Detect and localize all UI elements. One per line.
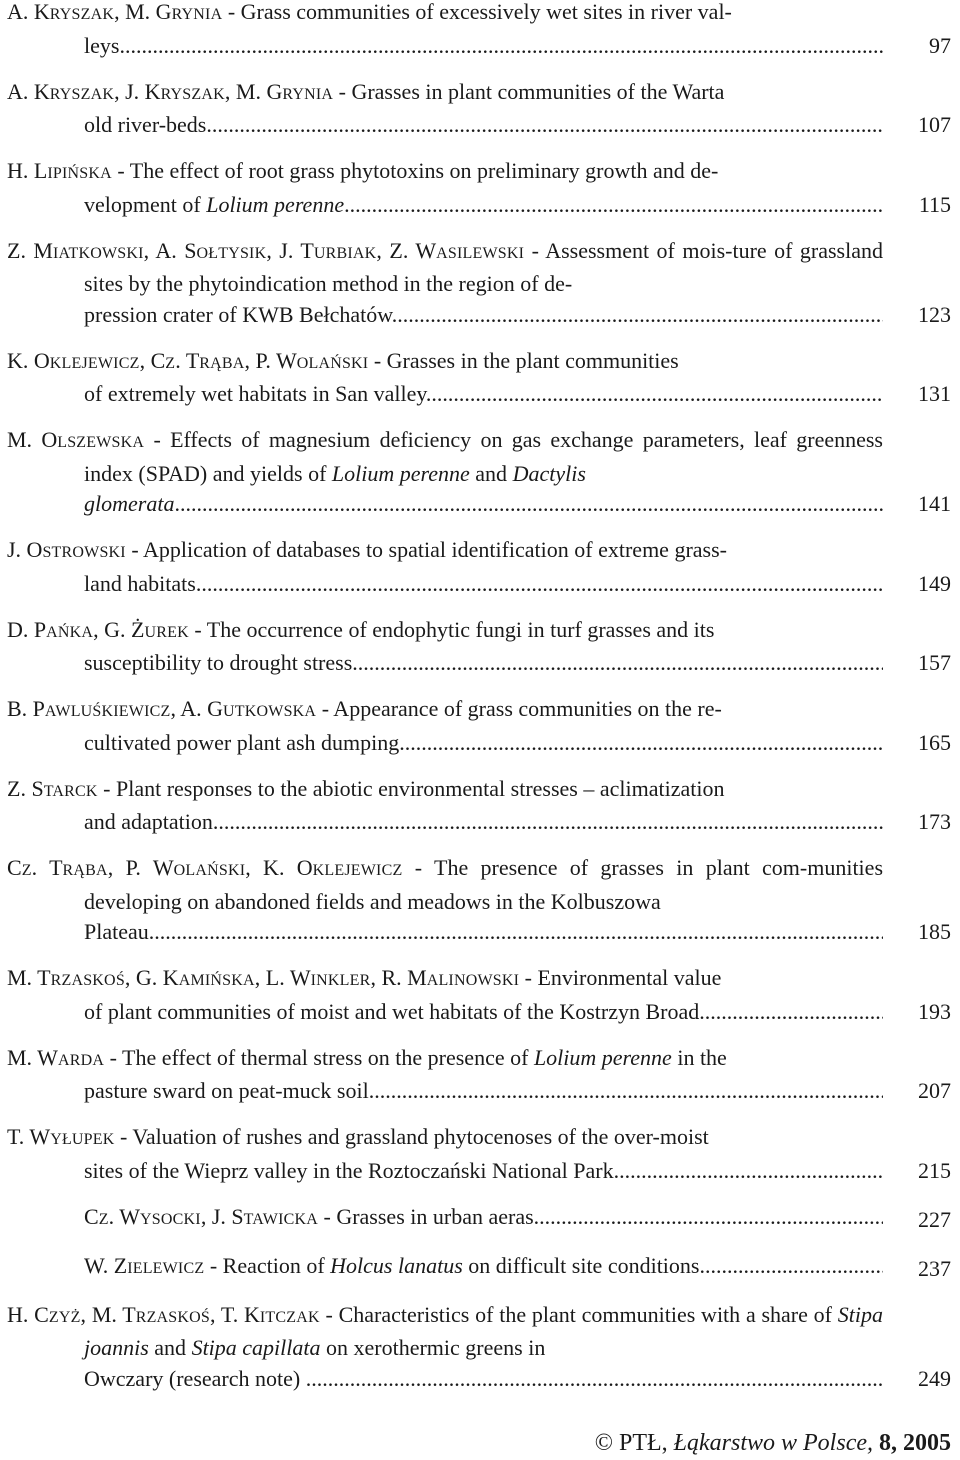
title-text: - Plant responses to the abiotic environmental stresses – aclimatization (97, 775, 725, 801)
author-surname: Z (98, 1210, 109, 1228)
author-initial: C (7, 855, 22, 880)
author-initial: . W (108, 1203, 141, 1229)
author-initial: , G. K (124, 965, 179, 990)
author-initial: , J. K (114, 78, 161, 104)
title-text: - Appearance of grass communities on the re- (316, 696, 722, 721)
author-surname: KLEJEWICZ (312, 862, 403, 879)
page-number: 123 (918, 301, 951, 327)
page-number: 165 (918, 729, 951, 755)
title-text: and adaptation (84, 809, 213, 834)
author-surname: IATKOWSKI (52, 244, 144, 262)
title-italic: glomerata (84, 491, 175, 516)
toc-entry (7, 1122, 951, 1186)
title-text: - Grasses in the plant communities (368, 347, 679, 373)
author-initial: T. W (7, 1124, 51, 1149)
title-text: cultivated power plant ash dumping (84, 729, 400, 755)
toc-entry (7, 1251, 951, 1285)
author-initial: , M. G (224, 78, 283, 104)
page-number: 141 (918, 491, 951, 516)
author-initial: , M. T (80, 1301, 136, 1327)
toc-entry-last-line (84, 569, 883, 600)
author-initial: D. P (7, 616, 47, 642)
author-initial: , M. G (114, 0, 172, 24)
author-surname: YSOCKI (140, 1210, 201, 1228)
author-surname: RYSZAK (49, 6, 115, 23)
author-initial: J. O (7, 537, 43, 562)
title-text: - Grass communities of excessively wet sites in river val- (222, 0, 732, 24)
author-surname: AŃKA (46, 623, 94, 641)
author-initial: , R. M (370, 965, 427, 990)
author-surname: RZASKOŚ (50, 972, 125, 989)
author-surname: OLAŃSKI (173, 862, 246, 879)
author-surname: Z (165, 354, 176, 372)
toc-entry (7, 236, 951, 331)
author-initial: , C (139, 347, 166, 373)
page-number: 149 (918, 570, 951, 596)
page-number: 107 (918, 112, 951, 137)
title-text: - Effects of magnesium deficiency on gas exchange parameters, leaf greenness index (SPAD) and yields of (84, 427, 883, 486)
toc-entry-last-line (84, 728, 883, 759)
author-initial: H. L (7, 158, 48, 183)
toc-entry (7, 77, 951, 141)
author-surname: LSZEWSKA (57, 434, 145, 451)
footer-journal: Łąkarstwo w Polsce, (673, 1430, 873, 1456)
title-text: leys (84, 32, 120, 58)
author-surname: Z (21, 862, 32, 879)
toc-entry-last-line (84, 807, 883, 838)
author-initial: H. C (7, 1301, 49, 1327)
title-text: velopment of (84, 191, 207, 217)
toc-entry-last-line (84, 1202, 883, 1236)
author-initial: , P. W (244, 347, 297, 373)
toc-entry (7, 535, 951, 599)
toc-entry-last-line (84, 190, 883, 221)
title-text: - Grasses in plant communities of the Warta (333, 78, 725, 104)
toc-entry (7, 1300, 951, 1395)
title-text: and (148, 1335, 192, 1360)
title-text: on xerothermic greens in (320, 1335, 546, 1360)
toc-entry (7, 1043, 951, 1107)
toc-entry (7, 346, 951, 410)
toc-entry-last-line (84, 379, 883, 410)
author-surname: RĄBA (199, 354, 245, 372)
page-number: 97 (929, 32, 951, 58)
title-text: - Valuation of rushes and grassland phytocenoses of the over-moist (114, 1124, 709, 1149)
page-number: 227 (918, 1206, 951, 1232)
page-number: 185 (918, 919, 951, 944)
author-surname: OŁTYSIK (196, 244, 267, 262)
table-of-contents (7, 0, 951, 1410)
title-text: sites of the Wieprz valley in the Roztoczański National Park (84, 1157, 614, 1183)
title-italic: Dactylis (512, 460, 586, 486)
author-initial: A. K (7, 78, 50, 104)
toc-entry (7, 963, 951, 1027)
author-surname: OLAŃSKI (296, 354, 369, 372)
author-surname: RYNIA (282, 85, 334, 103)
title-text: - The presence of grasses in plant com-munities developing on abandoned fields and meadows in the Kolbuszowa (84, 855, 884, 914)
title-text: of extremely wet habitats in San valley (84, 381, 426, 406)
author-surname: RZASKOŚ (135, 1308, 211, 1326)
footer-copyright: © PTŁ, (594, 1430, 674, 1456)
toc-entry (7, 694, 951, 758)
author-initial: W. Z (84, 1252, 128, 1278)
toc-entry-last-line (84, 31, 883, 62)
title-text: of plant communities of moist and wet habitats of the Kostrzyn Broad (84, 998, 700, 1024)
author-initial: , J. S (200, 1203, 244, 1229)
author-surname: UTKOWSKA (223, 703, 317, 720)
author-surname: STROWSKI (42, 544, 126, 561)
author-initial: . T (175, 347, 200, 373)
toc-entry-last-line (84, 917, 883, 948)
title-text: and (469, 460, 513, 486)
toc-entry-last-line (84, 1156, 883, 1187)
toc-entry-last-line (84, 489, 883, 520)
toc-entry (7, 853, 951, 948)
title-text: - The effect of root grass phytotoxins on preliminary growth and de- (111, 158, 719, 183)
author-initial: , G. Ż (93, 616, 145, 642)
title-text: old river-beds (84, 112, 207, 137)
author-initial: C (84, 1203, 99, 1229)
title-italic: Lolium perenne (533, 1044, 672, 1070)
author-surname: INKLER (310, 972, 371, 989)
author-initial: , L. W (254, 965, 311, 990)
author-initial: , Z. W (376, 237, 437, 263)
toc-entry (7, 0, 951, 61)
author-surname: RĄBA (62, 862, 108, 879)
toc-entry-last-line (84, 997, 883, 1028)
title-text: land habitats (84, 570, 196, 596)
title-text: - Reaction of (204, 1252, 331, 1278)
author-surname: TAWICKA (243, 1210, 318, 1228)
toc-entry (7, 1202, 951, 1236)
author-initial: . T (31, 855, 63, 880)
page-number: 215 (918, 1157, 951, 1183)
author-surname: ITCZAK (259, 1308, 320, 1326)
author-initial: , T. K (210, 1301, 260, 1327)
author-surname: UREK (144, 623, 189, 641)
author-surname: IPIŃSKA (47, 165, 112, 182)
author-initial: K. O (7, 347, 50, 373)
title-text: - The effect of thermal stress on the presence of (104, 1044, 534, 1070)
page-number: 249 (918, 1365, 951, 1391)
page-number: 115 (918, 191, 951, 217)
author-initial: M. T (7, 965, 51, 990)
toc-entry-last-line (84, 300, 883, 331)
author-surname: YŁUPEK (50, 1131, 115, 1148)
author-surname: ARDA (57, 1051, 105, 1069)
title-italic: Stipa joannis (84, 1301, 884, 1360)
toc-entry-last-line (84, 1251, 883, 1285)
toc-entry (7, 156, 951, 220)
author-initial: B. P (7, 696, 45, 721)
author-initial: , J. T (266, 237, 314, 263)
author-initial: Z. S (7, 775, 44, 801)
author-surname: URBIAK (313, 244, 377, 262)
author-initial: M. O (7, 427, 58, 452)
toc-entry (7, 425, 951, 520)
toc-entry-last-line (84, 648, 883, 679)
title-text: Owczary (research note) (84, 1365, 306, 1391)
author-surname: AMIŃSKA (178, 972, 255, 989)
title-italic: Lolium perenne (331, 460, 470, 486)
title-text: - The occurrence of endophytic fungi in turf grasses and its (188, 616, 715, 642)
title-text: susceptibility to drought stress (84, 650, 353, 675)
toc-entry-last-line (84, 1076, 883, 1107)
author-initial: , A. S (143, 237, 197, 263)
author-initial: , K. O (245, 855, 313, 880)
author-initial: Z. M (7, 237, 53, 263)
title-italic: Stipa capillata (191, 1335, 321, 1360)
author-surname: ASILEWSKI (436, 244, 525, 262)
author-surname: TARCK (43, 782, 98, 800)
author-surname: RYSZAK (49, 85, 115, 103)
title-text: - Grasses in urban aeras (318, 1203, 534, 1229)
author-initial: A. K (7, 0, 50, 24)
author-surname: IELEWICZ (127, 1259, 205, 1277)
author-initial: , P. W (107, 855, 174, 880)
toc-entry-last-line (84, 110, 883, 141)
title-text: in the (671, 1044, 727, 1070)
title-text: - Application of databases to spatial identification of extreme grass- (125, 537, 727, 562)
title-text: Plateau (84, 919, 149, 944)
toc-entry (7, 615, 951, 679)
author-surname: KLEJEWICZ (49, 354, 140, 372)
toc-entry-last-line (84, 1364, 883, 1395)
author-initial: M. W (7, 1044, 58, 1070)
title-italic: Lolium perenne (206, 191, 345, 217)
page-number: 207 (918, 1078, 951, 1103)
footer-volume: 8, 2005 (873, 1430, 951, 1456)
footer (595, 1428, 951, 1458)
toc-entry (7, 774, 951, 838)
title-text: - Environmental value (519, 965, 722, 990)
title-text: pasture sward on peat-muck soil (84, 1078, 369, 1103)
page-number: 157 (918, 650, 951, 675)
author-surname: RYNIA (171, 6, 223, 23)
page-number: 193 (918, 998, 951, 1024)
author-surname: AWLUŚKIEWICZ (44, 703, 171, 720)
title-text: on difficult site conditions (462, 1252, 700, 1278)
author-surname: RYSZAK (160, 85, 225, 103)
page-number: 237 (918, 1255, 951, 1281)
title-text: - Characteristics of the plant communities with a share of (319, 1301, 838, 1327)
author-surname: ALINOWSKI (426, 972, 520, 989)
title-italic: Holcus lanatus (330, 1252, 463, 1278)
page-number: 173 (918, 809, 951, 834)
title-text: pression crater of KWB Bełchatów (84, 301, 392, 327)
author-surname: ZYŻ (48, 1308, 81, 1326)
page-number: 131 (918, 381, 951, 406)
author-initial: , A. G (170, 696, 224, 721)
title-text: - Assessment of mois-ture of grassland sites by the phytoindication method in the region of de- (84, 237, 883, 296)
